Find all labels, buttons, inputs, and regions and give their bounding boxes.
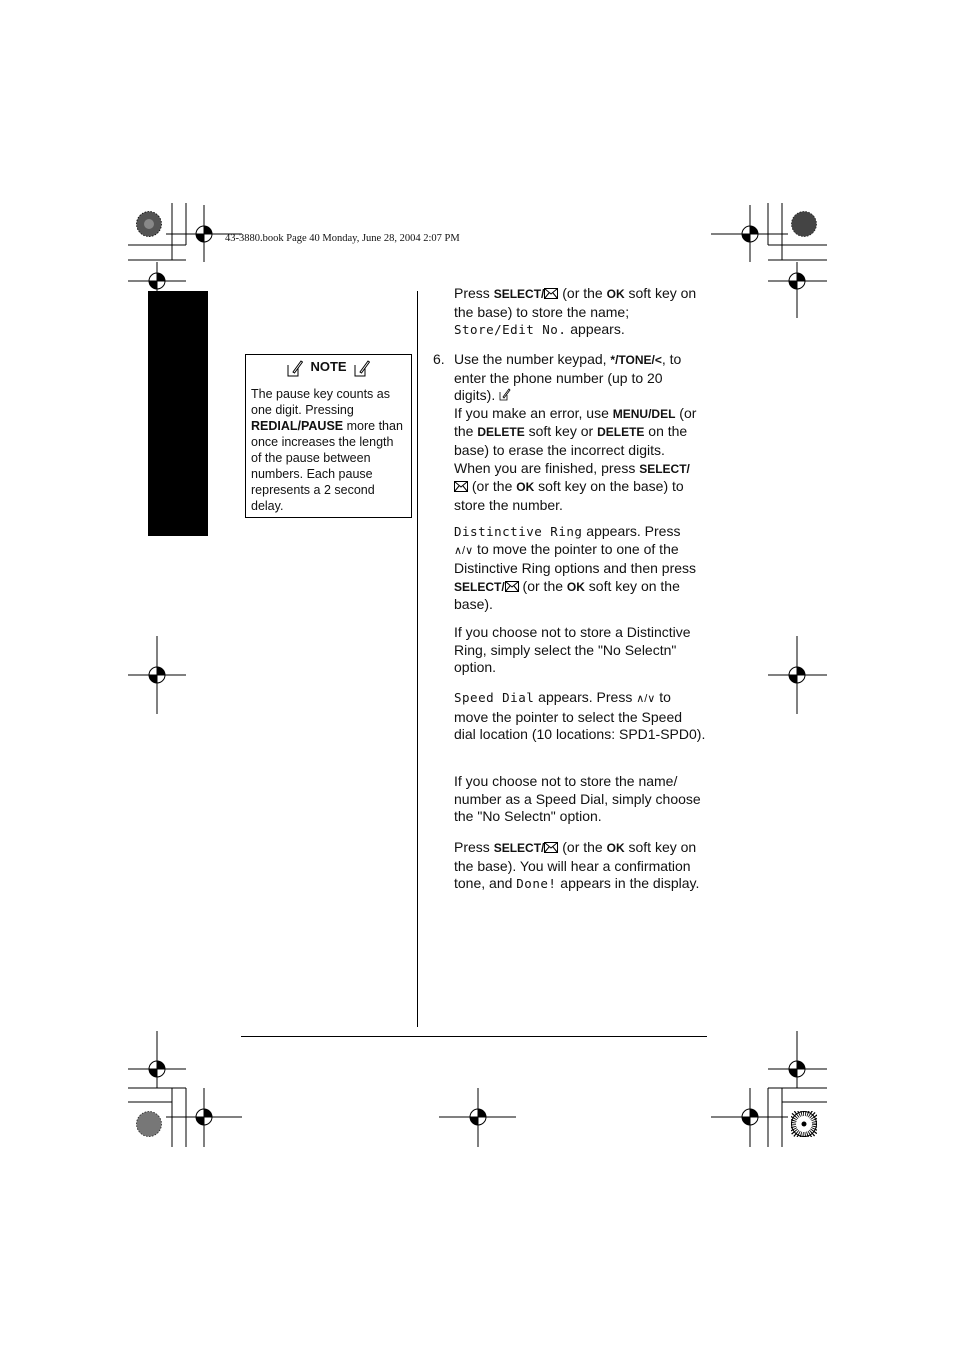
paragraph-distinctive-ring: Distinctive Ring appears. Press ∧/∨ to move the pointer to one of the Distinctive Ring options and then press SELECT/ (or the OK soft key on the base). — [454, 523, 697, 613]
note-box — [245, 354, 412, 518]
note-pen-icon — [354, 359, 370, 377]
envelope-icon — [544, 288, 558, 299]
paragraph-store-name: Press SELECT/ (or the OK soft key on the base) to store the name; Store/Edit No. appears. — [454, 285, 697, 338]
up-down-arrow-icon: ∧/∨ — [636, 693, 656, 705]
footer-rule — [241, 1036, 707, 1037]
note-body: The pause key counts as one digit. Pressing REDIAL/PAUSE more than once increases the length of the pause between numbers. Each pause represents a 2 second delay. — [251, 387, 403, 513]
note-heading — [246, 359, 411, 377]
lcd-text: Distinctive Ring — [454, 524, 583, 539]
section-tab — [148, 291, 208, 536]
note-pen-icon — [287, 359, 303, 377]
column-divider — [417, 291, 418, 1027]
envelope-icon — [544, 842, 558, 853]
note-pen-icon — [499, 388, 511, 401]
lcd-text: Speed Dial — [454, 690, 535, 705]
redial-pause-key: REDIAL/PAUSE — [251, 419, 344, 433]
color-bar-starburst-icon — [791, 1111, 817, 1137]
up-down-arrow-icon: ∧/∨ — [454, 544, 474, 557]
envelope-icon — [505, 581, 519, 592]
step-6: Use the number keypad, */TONE/<, to enter the phone number (up to 20 digits). If you make an error, use MENU/DEL (or the DELETE soft key or DELETE on the base) to erase the incorrect digits. When you are finished, press SELECT/ (or the OK soft key on the base) to store the number. — [454, 351, 697, 513]
paragraph-done: Press SELECT/ (or the OK soft key on the base). You will hear a confirmation tone, and Done! appears in the display. — [454, 839, 700, 892]
print-header: 43-3880.book Page 40 Monday, June 28, 2004 2:07 PM — [225, 233, 460, 244]
color-bar-starburst-icon — [136, 1111, 162, 1137]
lcd-text: Store/Edit No. — [454, 322, 567, 338]
color-bar-starburst-icon — [136, 211, 162, 237]
paragraph-speed-dial: Speed Dial appears. Press ∧/∨ to move the pointer to select the Speed dial location (10 locations: SPD1-SPD0). — [454, 689, 706, 743]
color-bar-starburst-icon — [791, 211, 817, 237]
envelope-icon — [454, 481, 468, 492]
note-title: NOTE — [310, 359, 347, 375]
step-number: 6. — [433, 351, 445, 367]
paragraph-no-speed-dial: If you choose not to store the name/ number as a Speed Dial, simply choose the "No Selectn" option. — [454, 773, 701, 825]
paragraph-no-distinctive: If you choose not to store a Distinctive Ring, simply select the "No Selectn" option. — [454, 624, 691, 676]
lcd-text: Done! — [516, 876, 557, 892]
